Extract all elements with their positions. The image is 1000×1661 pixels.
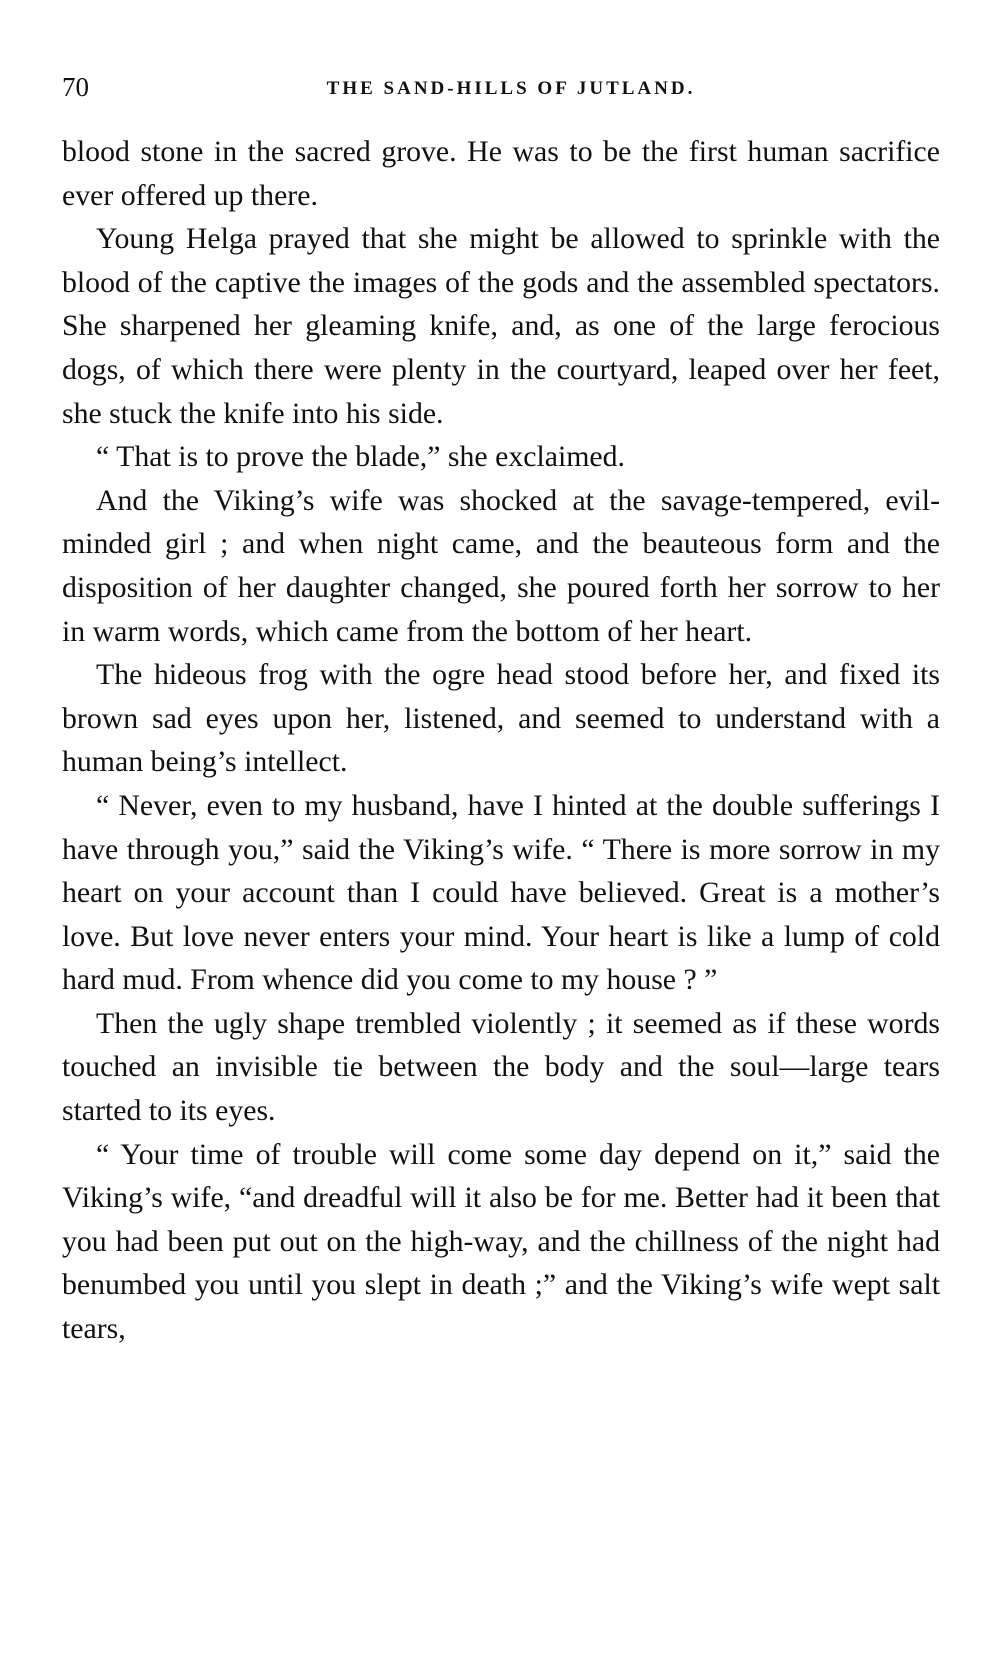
body-text [62,130,940,1351]
paragraph: Then the ugly shape trembled violently ; it seemed as if these words touched an invisible tie between the body and the soul—large tears started to its eyes. [62,1006,940,1128]
paragraph: Young Helga prayed that she might be allowed to sprinkle with the blood of the captive the images of the gods and the assembled spectators. She sharpened her gleaming knife, and, as one of the large ferocious dogs, of which there were plenty in the courtyard, leaped over her feet, she stuck the knife into his side. [62,222,940,430]
paragraph: “ That is to prove the blade,” she exclaimed. [96,440,625,474]
paragraph: “ Your time of trouble will come some day depend on it,” said the Viking’s wife, “and dreadful will it also be for me. Better had it been that you had been put out on the high-way, and the chillness of the night had benumbed you until you slept in death ;” and the Viking’s wife wept salt tears, [62,1137,940,1346]
paragraph: And the Viking’s wife was shocked at the savage-tempered, evil-minded girl ; and when night came, and the beauteous form and the disposition of her daughter changed, she poured forth her sorrow to her in warm words, which came from the bottom of her heart. [62,483,940,648]
running-title: THE SAND-HILLS OF JUTLAND. [326,78,696,99]
running-head [62,68,940,108]
paragraph: blood stone in the sacred grove. He was to be the first human sacrifice ever offered up there. [62,135,940,212]
page-number: 70 [62,72,89,102]
paragraph: “ Never, even to my husband, have I hinted at the double sufferings I have through you,” said the Viking’s wife. “ There is more sorrow in my heart on your account than I could have believed. Great is a mother’s love. But love never enters your mind. Your heart is like a lump of cold hard mud. From whence did you come to my house ? ” [62,788,940,997]
book-page [62,68,940,1351]
paragraph: The hideous frog with the ogre head stood before her, and fixed its brown sad eyes upon her, listened, and seemed to understand with a human being’s intellect. [62,658,940,779]
